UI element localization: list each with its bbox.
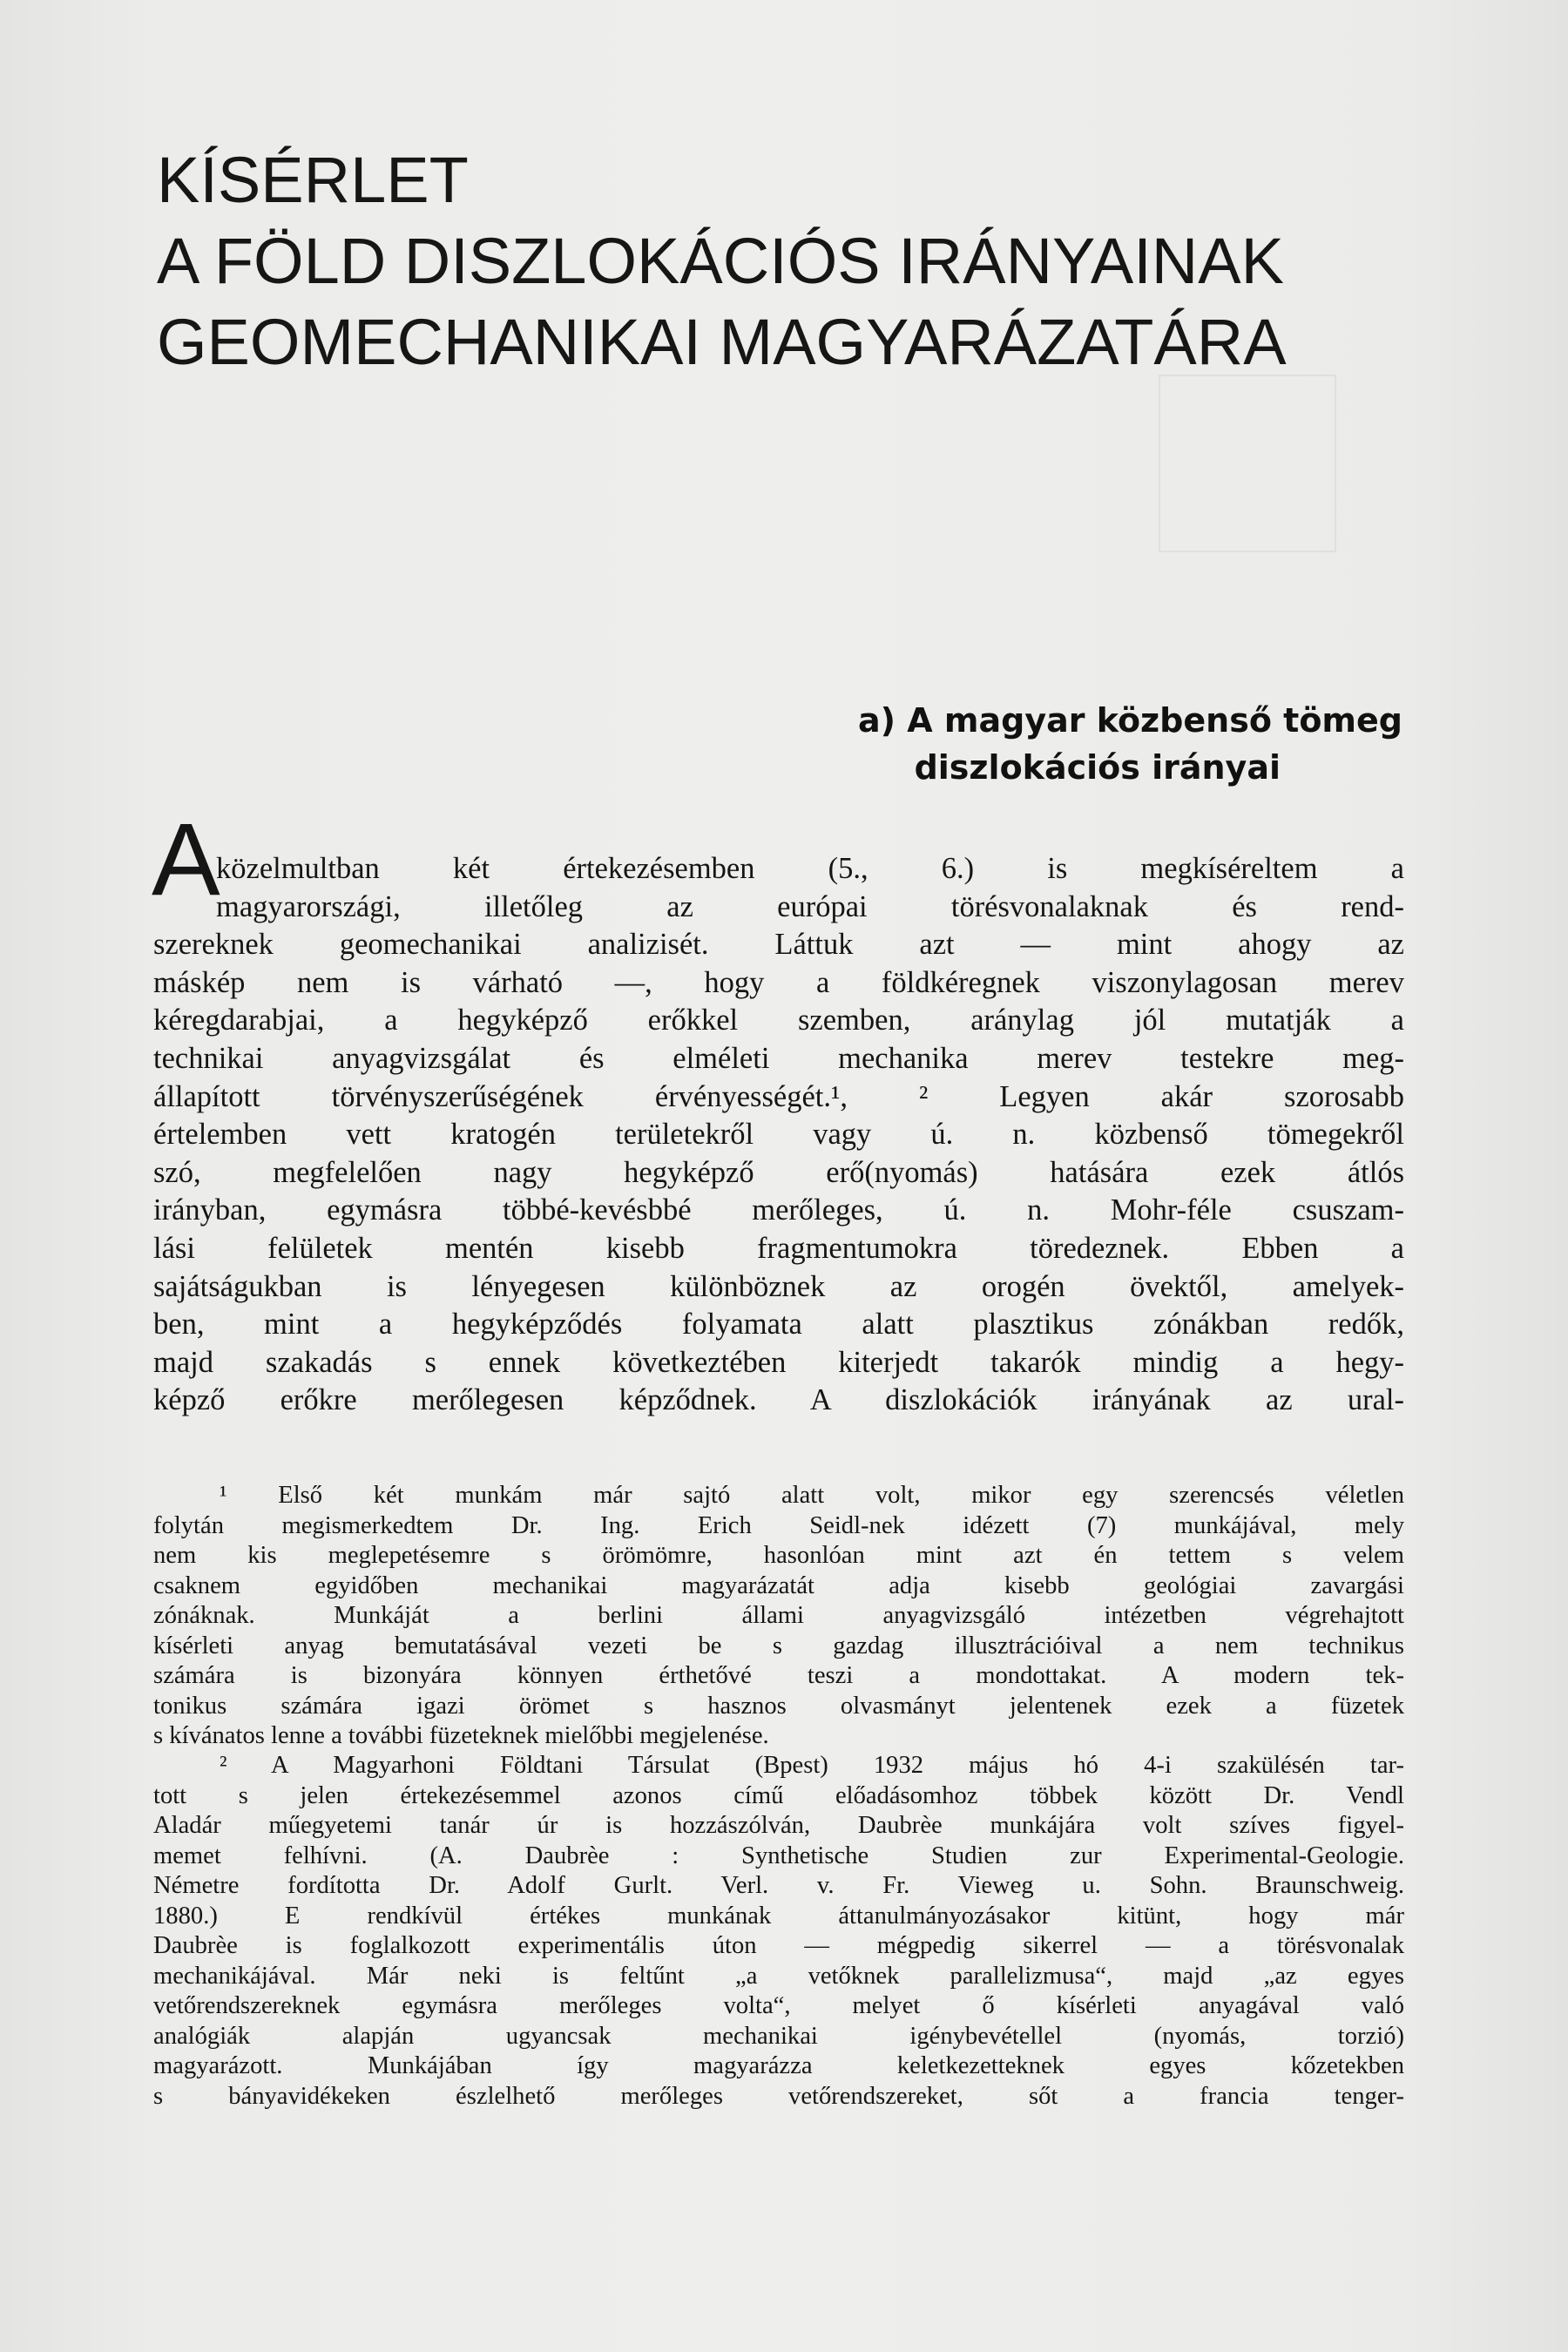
body-line: technikai anyagvizsgálat és elméleti mechanika merev testekre meg- — [153, 1041, 1404, 1075]
bleed-through-figure — [1159, 375, 1336, 552]
body-line: majd szakadás s ennek következtében kiterjedt takarók mindig a hegy- — [153, 1345, 1404, 1379]
body-line: szó, megfelelően nagy hegyképző erő(nyomás) hatására ezek átlós — [153, 1155, 1404, 1189]
footnote-2 — [153, 1751, 1404, 2112]
footnote-line: Daubrèe is foglalkozott experimentális úton — mégpedig sikerrel — a törésvonalak — [153, 1932, 1404, 1959]
footnote-line: analógiák alapján ugyancsak mechanikai igénybevétellel (nyomás, torzió) — [153, 2022, 1404, 2050]
section-heading — [714, 697, 1402, 791]
title-line: A FÖLD DISZLOKÁCIÓS IRÁNYAINAK — [157, 225, 1284, 297]
body-line: magyarországi, illetőleg az európai törésvonalaknak és rend- — [216, 889, 1404, 923]
drop-cap: A — [152, 802, 220, 917]
body-line: irányban, egymásra többé-kevésbbé merőleges, ú. n. Mohr-féle csuszam- — [153, 1193, 1404, 1227]
body-line: máskép nem is várható —, hogy a földkéregnek viszonylagosan merev — [153, 965, 1404, 999]
footnote-1 — [153, 1481, 1404, 1752]
footnote-line: magyarázott. Munkájában így magyarázza keletkezetteknek egyes kőzetekben — [153, 2052, 1404, 2079]
title-line: GEOMECHANIKAI MAGYARÁZATÁRA — [157, 306, 1287, 378]
footnote-line: ¹ Első két munkám már sajtó alatt volt, mikor egy szerencsés véletlen — [220, 1482, 1404, 1509]
footnote-line: számára is bizonyára könnyen érthetővé teszi a mondottakat. A modern tek- — [153, 1662, 1404, 1689]
footnote-line: tonikus számára igazi örömet s hasznos olvasmányt jelentenek ezek a füzetek — [153, 1692, 1404, 1720]
section-heading-line: diszlokációs irányai — [914, 748, 1281, 787]
body-line: képző erőkre merőlegesen képződnek. A diszlokációk irányának az ural- — [153, 1383, 1404, 1417]
footnote-line: Németre fordította Dr. Adolf Gurlt. Verl. v. Fr. Vieweg u. Sohn. Braunschweig. — [153, 1872, 1404, 1899]
footnote-line: ² A Magyarhoni Földtani Társulat (Bpest) 1932 május hó 4-i szakülésén tar- — [220, 1752, 1404, 1779]
body-line: ben, mint a hegyképződés folyamata alatt plasztikus zónákban redők, — [153, 1308, 1404, 1342]
section-heading-line: a) A magyar közbenső tömeg — [858, 701, 1402, 740]
footnote-line: 1880.) E rendkívül értékes munkának áttanulmányozásakor kitünt, hogy már — [153, 1902, 1404, 1930]
article-title — [157, 139, 1376, 382]
footnote-line: mechanikájával. Már neki is feltűnt „a vetőknek parallelizmusa“, majd „az egyes — [153, 1962, 1404, 1990]
body-text — [153, 850, 1404, 1420]
footnote-line: vetőrendszereknek egymásra merőleges volta“, melyet ő kísérleti anyagával való — [153, 1992, 1404, 2019]
body-line: szereknek geomechanikai analizisét. Láttuk azt — mint ahogy az — [153, 928, 1404, 962]
footnote-line: s bányavidékeken észlelhető merőleges vetőrendszereket, sőt a francia tenger- — [153, 2082, 1404, 2110]
body-line: kéregdarabjai, a hegyképző erőkkel szemben, aránylag jól mutatják a — [153, 1004, 1404, 1037]
footnote-line: nem kis meglepetésemre s örömömre, hasonlóan mint azt én tettem s velem — [153, 1542, 1404, 1569]
body-line: sajátságukban is lényegesen különböznek az orogén övektől, amelyek- — [153, 1269, 1404, 1303]
body-line: közelmultban két értekezésemben (5., 6.) is megkíséreltem a — [216, 852, 1404, 885]
title-line: KÍSÉRLET — [157, 144, 469, 216]
body-line: állapított törvényszerűségének érvényességét.¹, ² Legyen akár szorosabb — [153, 1079, 1404, 1113]
body-line: értelemben vett kratogén területekről vagy ú. n. közbenső tömegekről — [153, 1118, 1404, 1152]
footnote-line: zónáknak. Munkáját a berlini állami anyagvizsgáló intézetben végrehajtott — [153, 1602, 1404, 1629]
footnote-line: s kívánatos lenne a további füzeteknek mielőbbi megjelenése. — [153, 1722, 769, 1749]
body-line: lási felületek mentén kisebb fragmentumokra töredeznek. Ebben a — [153, 1231, 1404, 1265]
footnote-line: tott s jelen értekezésemmel azonos című előadásomhoz többek között Dr. Vendl — [153, 1781, 1404, 1809]
footnote-line: folytán megismerkedtem Dr. Ing. Erich Seidl-nek idézett (7) munkájával, mely — [153, 1511, 1404, 1539]
footnote-line: memet felhívni. (A. Daubrèe : Synthetische Studien zur Experimental-Geologie. — [153, 1842, 1404, 1869]
footnote-line: Aladár műegyetemi tanár úr is hozzászólván, Daubrèe munkájára volt szíves figyel- — [153, 1812, 1404, 1839]
footnote-line: csaknem egyidőben mechanikai magyarázatát adja kisebb geológiai zavargási — [153, 1571, 1404, 1599]
footnote-line: kísérleti anyag bemutatásával vezeti be s gazdag illusztrációival a nem technikus — [153, 1632, 1404, 1659]
